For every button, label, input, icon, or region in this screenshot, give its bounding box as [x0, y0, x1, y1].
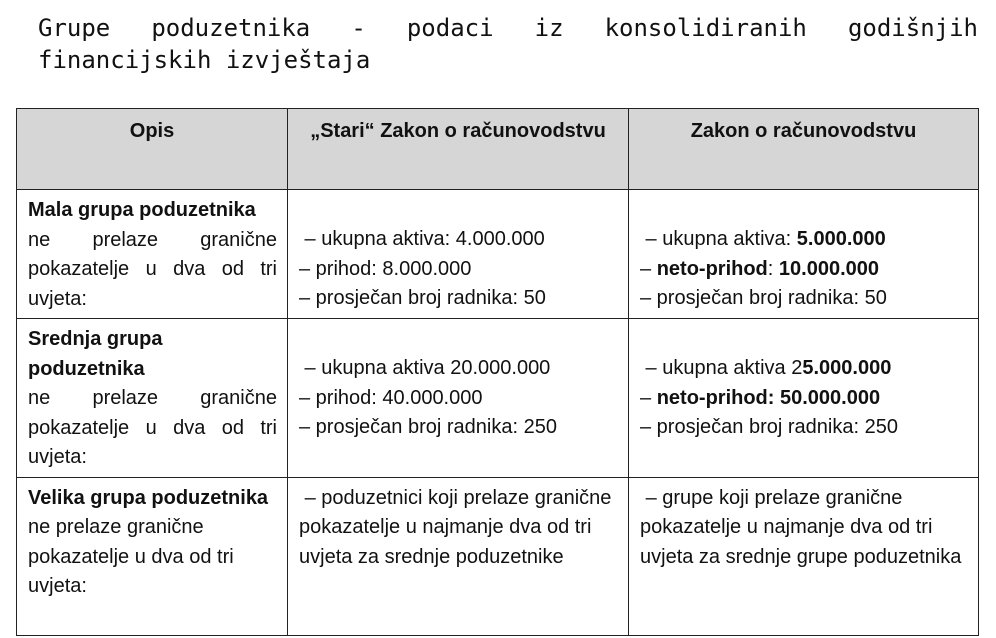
- page-title: Grupe poduzetnika - podaci iz konsolidiranih godišnjih financijskih izvještaja: [38, 14, 978, 74]
- criterion-text: – poduzetnici koji prelaze granične pokazatelje u najmanje dva od tri uvjeta za srednje poduzetnike: [299, 486, 617, 568]
- group-name: Srednja grupa poduzetnika: [28, 328, 163, 380]
- group-description: ne prelaze granične pokazatelje u dva od tri uvjeta:: [28, 228, 277, 310]
- group-description: ne prelaze granične pokazatelje u dva od tri uvjeta:: [28, 387, 277, 468]
- stari-zakon-cell: [288, 190, 629, 319]
- criterion-line: – ukupna aktiva: 4.000.000: [299, 228, 545, 250]
- group-name: Mala grupa poduzetnika: [28, 199, 256, 221]
- table-row: [17, 477, 979, 635]
- criterion-line: – neto-prihod: 50.000.000: [640, 386, 881, 409]
- criterion-text: – grupe koji prelaze granične pokazatelje u najmanje dva od tri uvjeta za srednje grupe poduzetnika: [640, 486, 962, 568]
- criterion-line: – prosječan broj radnika: 250: [299, 416, 557, 438]
- zakon-cell: [629, 319, 979, 478]
- opis-cell: [17, 319, 288, 478]
- opis-cell: [17, 477, 288, 635]
- criterion-line: – prosječan broj radnika: 50: [640, 287, 887, 309]
- criterion-line: – neto-prihod: 10.000.000: [640, 257, 880, 280]
- stari-zakon-cell: [288, 477, 629, 635]
- table-row: [17, 319, 979, 478]
- criterion-line: – prosječan broj radnika: 50: [299, 287, 546, 309]
- header-stari-zakon: „Stari“ Zakon o računovodstvu: [288, 109, 629, 190]
- criteria-table: [16, 108, 979, 636]
- zakon-cell: [629, 190, 979, 319]
- opis-cell: [17, 190, 288, 319]
- group-description: ne prelaze granične pokazatelje u dva od tri uvjeta:: [28, 516, 234, 597]
- criterion-line: – ukupna aktiva: 5.000.000: [640, 228, 886, 250]
- group-name: Velika grupa poduzetnika: [28, 486, 269, 509]
- table-header-row: [17, 109, 979, 190]
- criterion-line: – prihod: 8.000.000: [299, 257, 472, 280]
- header-zakon: Zakon o računovodstvu: [629, 109, 979, 190]
- criterion-line: – ukupna aktiva 25.000.000: [640, 357, 892, 379]
- zakon-cell: [629, 477, 979, 635]
- criterion-line: – ukupna aktiva 20.000.000: [299, 357, 551, 379]
- table-row: [17, 190, 979, 319]
- criterion-line: – prihod: 40.000.000: [299, 386, 483, 409]
- stari-zakon-cell: [288, 319, 629, 478]
- criterion-line: – prosječan broj radnika: 250: [640, 416, 898, 438]
- header-opis: Opis: [17, 109, 288, 190]
